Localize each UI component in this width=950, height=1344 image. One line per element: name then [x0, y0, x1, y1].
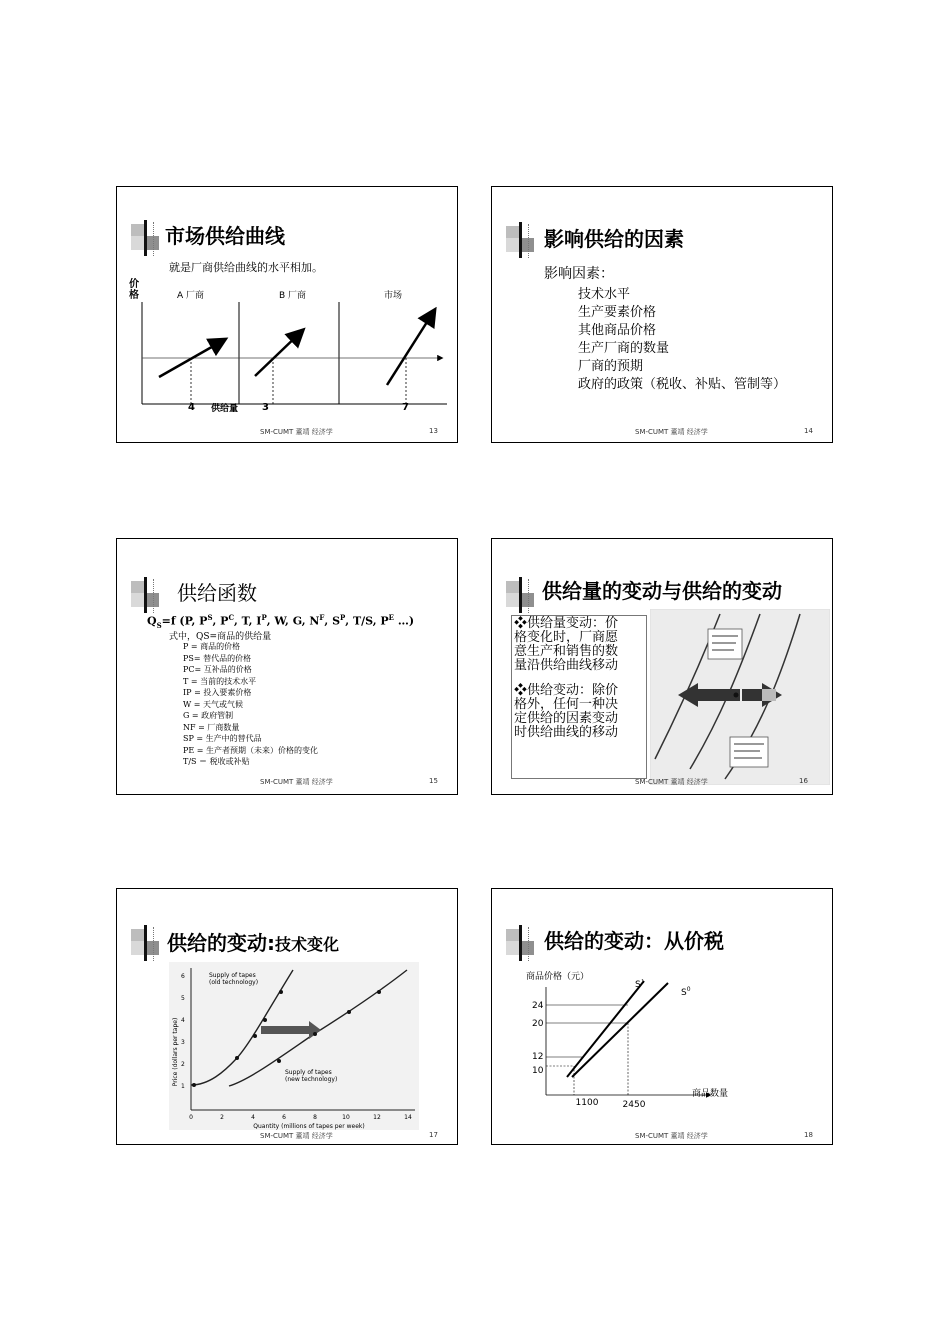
legend-new-technology-sub: (new technology) — [285, 1076, 338, 1083]
panel-label-b: B 厂商 — [279, 291, 307, 301]
list-item: PS= 替代品的价格 — [183, 653, 252, 663]
legend-new-technology: Supply of tapes — [285, 1069, 332, 1076]
svg-text:1100: 1100 — [575, 1098, 599, 1108]
svg-text:12: 12 — [373, 1114, 381, 1121]
x-axis-label: 供给量 — [211, 404, 239, 414]
svg-text:14: 14 — [404, 1114, 412, 1121]
quantity-b: 3 — [262, 402, 269, 413]
supply-curve-s1 — [567, 981, 644, 1077]
list-item: P = 商品的价格 — [183, 642, 241, 651]
factors-intro: 影响因素： — [544, 266, 614, 282]
svg-text:6: 6 — [282, 1114, 286, 1121]
point-supply-change: ❖供给变动：除价 格外，任何一种决 定供给的因素变动 时供给曲线的移动 — [514, 683, 619, 740]
page-number: 17 — [429, 1131, 438, 1139]
slide-footer: SM-CUMT 董靖 经济学 — [635, 778, 708, 786]
svg-text:8: 8 — [313, 1114, 317, 1121]
slide-title: 供给的变动：从价税 — [544, 929, 724, 953]
svg-text:1: 1 — [181, 1083, 185, 1090]
list-item: T/S ＝ 税收或补贴 — [183, 757, 250, 766]
supply-curve-s0 — [572, 983, 668, 1077]
definition-list — [183, 641, 318, 768]
page-number: 15 — [429, 777, 438, 785]
slide-decoration — [506, 925, 534, 961]
slide-title: 供给函数 — [177, 581, 257, 605]
x-ticks — [576, 1098, 646, 1109]
svg-text:2: 2 — [220, 1114, 224, 1121]
quantity-a: 4 — [188, 402, 195, 413]
slide-18 — [491, 888, 833, 1145]
list-item: IP = 投入要素价格 — [183, 688, 252, 697]
x-axis-label: 商品数量 — [692, 1089, 729, 1099]
y-axis-label: 价格 — [129, 279, 139, 301]
ad-valorem-tax-chart — [522, 979, 752, 1109]
slide-13 — [116, 186, 458, 443]
slide-title: 供给量的变动与供给的变动 — [542, 579, 782, 603]
svg-text:3: 3 — [181, 1039, 185, 1046]
formula-where: 式中，QS=商品的供给量 — [169, 632, 272, 642]
quantity-market: 7 — [402, 402, 409, 413]
slide-16 — [491, 538, 833, 795]
slide-footer: SM-CUMT 董靖 经济学 — [635, 428, 708, 436]
page-number: 18 — [804, 1131, 813, 1139]
list-item: SP = 生产中的替代品 — [183, 734, 262, 743]
slide-decoration — [131, 577, 159, 613]
list-item: PE = 生产者预期（未来）价格的变化 — [183, 745, 319, 755]
slide-footer: SM-CUMT 董靖 经济学 — [260, 428, 333, 436]
svg-text:24: 24 — [532, 1001, 544, 1011]
slide-title: 供给的变动:技术变化 — [167, 931, 340, 955]
slide-15 — [116, 538, 458, 795]
supply-function-formula: $Q_S=f$ (P, $P^S$, $P^C$, T, $I^P$, W, G, $N^F$, $S^P$, T/S, $P^E$ …) — [147, 613, 415, 630]
list-item: NF = 厂商数量 — [183, 722, 240, 732]
y-ticks — [532, 1001, 544, 1076]
factor-list — [578, 286, 786, 394]
slide-footer: SM-CUMT 董靖 经济学 — [635, 1132, 708, 1140]
slide-decoration — [506, 577, 534, 613]
panel-label-market: 市场 — [384, 291, 403, 301]
legend-old-technology-sub: (old technology) — [209, 979, 259, 986]
svg-text:10: 10 — [342, 1114, 350, 1121]
list-item: T = 当前的技术水平 — [183, 676, 257, 686]
list-item: 厂商的预期 — [578, 359, 644, 374]
list-item: 其他商品价格 — [578, 323, 657, 338]
svg-text:5: 5 — [181, 995, 185, 1002]
panel-label-a: A 厂商 — [177, 291, 205, 301]
list-item: 生产厂商的数量 — [578, 341, 670, 356]
svg-text:4: 4 — [181, 1017, 185, 1024]
list-item: 生产要素价格 — [578, 305, 657, 320]
svg-text:10: 10 — [532, 1066, 544, 1076]
slide-decoration — [131, 220, 159, 256]
point-quantity-change: ❖供给量变动：价 格变化时，厂商愿 意生产和销售的数 量沿供给曲线移动 — [514, 616, 619, 673]
slide-subtitle: 就是厂商供给曲线的水平相加。 — [169, 261, 323, 274]
svg-text:12: 12 — [532, 1052, 544, 1062]
y-axis-label: Price (dollars per tape) — [172, 1017, 179, 1087]
curve-label-s1: $S^1$ — [635, 979, 645, 990]
x-axis-label: Quantity (millions of tapes per week) — [253, 1123, 365, 1130]
curve-label-s0: $S^0$ — [681, 986, 691, 998]
list-item: W = 天气或气候 — [183, 699, 244, 709]
supply-shift-scan — [650, 609, 830, 785]
slide-title: 影响供给的因素 — [544, 227, 684, 251]
svg-text:2: 2 — [181, 1061, 185, 1068]
list-item: PC= 互补品的价格 — [183, 665, 252, 674]
slide-decoration — [131, 925, 159, 961]
list-item: G = 政府管制 — [183, 711, 234, 720]
svg-text:0: 0 — [189, 1114, 193, 1121]
svg-text:2450: 2450 — [622, 1100, 646, 1109]
legend-old-technology: Supply of tapes — [209, 972, 256, 979]
list-item: 技术水平 — [578, 287, 631, 302]
market-supply-diagram — [117, 297, 457, 417]
page-number: 14 — [804, 427, 813, 435]
page-number: 13 — [429, 427, 438, 435]
svg-text:4: 4 — [251, 1114, 255, 1121]
slide-footer: SM-CUMT 董靖 经济学 — [260, 778, 333, 786]
technology-supply-chart — [169, 962, 419, 1130]
svg-text:20: 20 — [532, 1019, 544, 1029]
slide-title: 市场供给曲线 — [165, 224, 285, 248]
list-item: 政府的政策（税收、补贴、管制等） — [578, 377, 787, 392]
slide-footer: SM-CUMT 董靖 经济学 — [260, 1132, 333, 1140]
slide-decoration — [506, 222, 534, 258]
y-axis-label: 商品价格（元） — [526, 972, 590, 982]
page-number: 16 — [799, 777, 808, 785]
slide-17 — [116, 888, 458, 1145]
slide-14 — [491, 186, 833, 443]
svg-text:6: 6 — [181, 973, 185, 980]
